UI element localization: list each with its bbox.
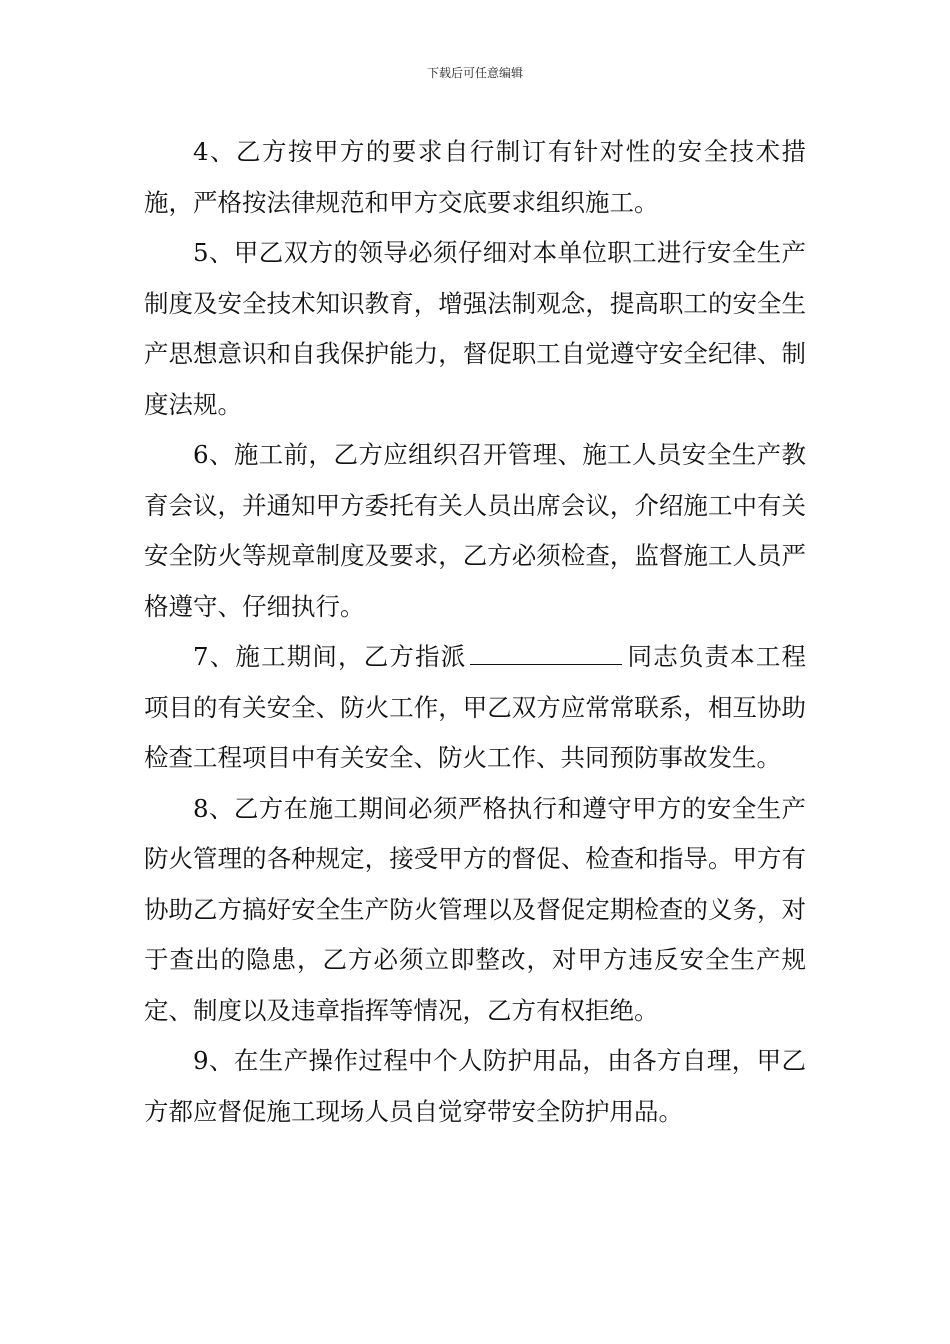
page-header-note: 下载后可任意编辑	[426, 66, 523, 80]
clause-4: 4、乙方按甲方的要求自行制订有针对性的安全技术措施，严格按法律规范和甲方交底要求组织施工。	[144, 137, 806, 217]
clause-6: 6、施工前，乙方应组织召开管理、施工人员安全生产教育会议，并通知甲方委托有关人员出席会议，介绍施工中有关安全防火等规章制度及要求，乙方必须检查，监督施工人员严格遵守、仔细执行。	[144, 440, 806, 621]
designee-blank-field[interactable]	[470, 642, 622, 665]
document-body	[144, 127, 806, 1137]
clause-9: 9、在生产操作过程中个人防护用品，由各方自理，甲乙方都应督促施工现场人员自觉穿带安全防护用品。	[144, 1046, 806, 1126]
clause-7	[144, 632, 806, 784]
clause-7-rest: 同志负责本工程项目的有关安全、防火工作，甲乙双方应常常联系，相互协助检查工程项目中有关安全、防火工作、共同预防事故发生。	[144, 642, 807, 772]
clause-8: 8、乙方在施工期间必须严格执行和遵守甲方的安全生产防火管理的各种规定，接受甲方的督促、检查和指导。甲方有协助乙方搞好安全生产防火管理以及督促定期检查的义务，对于查出的隐患，乙方必须立即整改，对甲方违反安全生产规定、制度以及违章指挥等情况，乙方有权拒绝。	[144, 793, 806, 1025]
clause-7-lead: 7、施工期间，乙方指派	[193, 642, 467, 671]
clause-5: 5、甲乙双方的领导必须仔细对本单位职工进行安全生产制度及安全技术知识教育，增强法制观念，提高职工的安全生产思想意识和自我保护能力，督促职工自觉遵守安全纪律、制度法规。	[144, 238, 806, 419]
